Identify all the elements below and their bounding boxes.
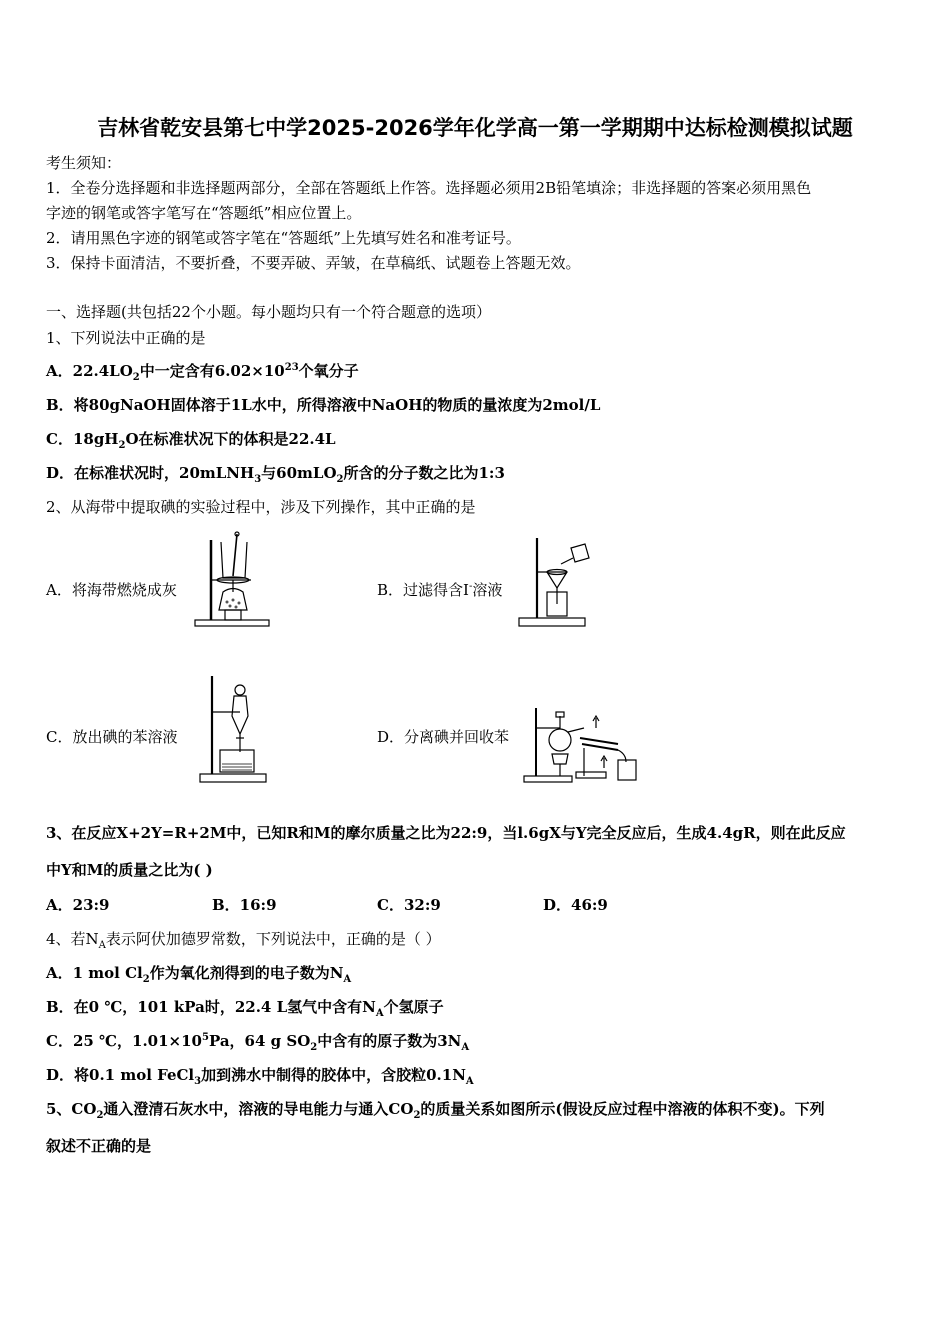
- q4-option-a: A．1 mol $Cl_2$作为氧化剂得到的电子数为$N_A$: [46, 964, 352, 985]
- q2-option-b: B．过滤得含I-溶液: [377, 581, 503, 599]
- q1-stem: 1、下列说法中正确的是: [46, 329, 206, 347]
- section-heading: 一、选择题(共包括22个小题。每小题均只有一个符合题意的选项）: [46, 303, 491, 321]
- q3-stem-line-2: 中Y和M的质量之比为( ): [46, 861, 213, 879]
- notice-item-1-cont: 字迹的钢笔或答字笔写在“答题纸”相应位置上。: [46, 204, 362, 222]
- q3-stem-line-1: 3、在反应X+2Y=R+2M中，已知R和M的摩尔质量之比为22:9，当l.6gX与Y完全反应后，生成4.4gR，则在此反应: [46, 824, 846, 842]
- q1-option-d: D．在标准状况时，20mLNH$_3$与60mLO$_2$所含的分子数之比为1:3: [46, 464, 505, 485]
- notice-item-2: 2．请用黑色字迹的钢笔或答字笔在“答题纸”上先填写姓名和准考证号。: [46, 229, 521, 247]
- q4-option-b: B．在0 ℃，101 kPa时，22.4 L氢气中含有$N_A$个氢原子: [46, 998, 444, 1019]
- q5-stem-line-2: 叙述不正确的是: [46, 1137, 152, 1155]
- q3-option-c: C．32:9: [377, 896, 441, 914]
- q2-option-a: A．将海带燃烧成灰: [46, 581, 177, 599]
- q3-option-d: D．46:9: [543, 896, 608, 914]
- filtration-apparatus-figure: [515, 534, 595, 630]
- q2-option-d: D．分离碘并回收苯: [377, 728, 510, 746]
- q5-stem-line-1: 5、$CO_2$通入澄清石灰水中，溶液的导电能力与通入$CO_2$的质量关系如图所示(假设反应过程中溶液的体积不变)。下列: [46, 1100, 825, 1121]
- q4-stem: 4、若$N_A$表示阿伏加德罗常数，下列说法中，正确的是（ ）: [46, 930, 441, 951]
- notice-item-3: 3．保持卡面清洁，不要折叠，不要弄破、弄皱，在草稿纸、试题卷上答题无效。: [46, 254, 581, 272]
- q4-option-d: D．将0.1 mol FeCl$_3$加到沸水中制得的胶体中，含胶粒$0.1N_A$: [46, 1066, 474, 1087]
- q1-option-b: B．将80gNaOH固体溶于1L水中，所得溶液中NaOH的物质的量浓度为2mol/L: [46, 396, 601, 414]
- separatory-funnel-figure: [198, 672, 270, 784]
- notice-heading: 考生须知：: [46, 154, 122, 172]
- q2-stem: 2、从海带中提取碘的实验过程中，涉及下列操作，其中正确的是: [46, 498, 476, 516]
- page-title: 吉林省乾安县第七中学2025-2026学年化学高一第一学期期中达标检测模拟试题: [97, 116, 853, 140]
- burning-apparatus-figure: [193, 530, 273, 630]
- q3-option-b: B．16:9: [212, 896, 277, 914]
- q1-option-c: C．$18gH_2O$在标准状况下的体积是22.4L: [46, 430, 336, 451]
- distillation-apparatus-figure: [522, 698, 640, 786]
- notice-item-1: 1．全卷分选择题和非选择题两部分，全部在答题纸上作答。选择题必须用2B铅笔填涂；非选择题的答案必须用黑色: [46, 179, 812, 197]
- q2-option-c: C．放出碘的苯溶液: [46, 728, 178, 746]
- q3-option-a: A．23:9: [46, 896, 110, 914]
- q1-option-a: A．$22.4LO_2$中一定含有$6.02\times 10^{23}$个氧分子: [46, 362, 359, 383]
- q4-option-c: C．25 ℃，$1.01\times 10^5Pa$，64 g $SO_2$中含有的原子数为$3N_A$: [46, 1032, 470, 1053]
